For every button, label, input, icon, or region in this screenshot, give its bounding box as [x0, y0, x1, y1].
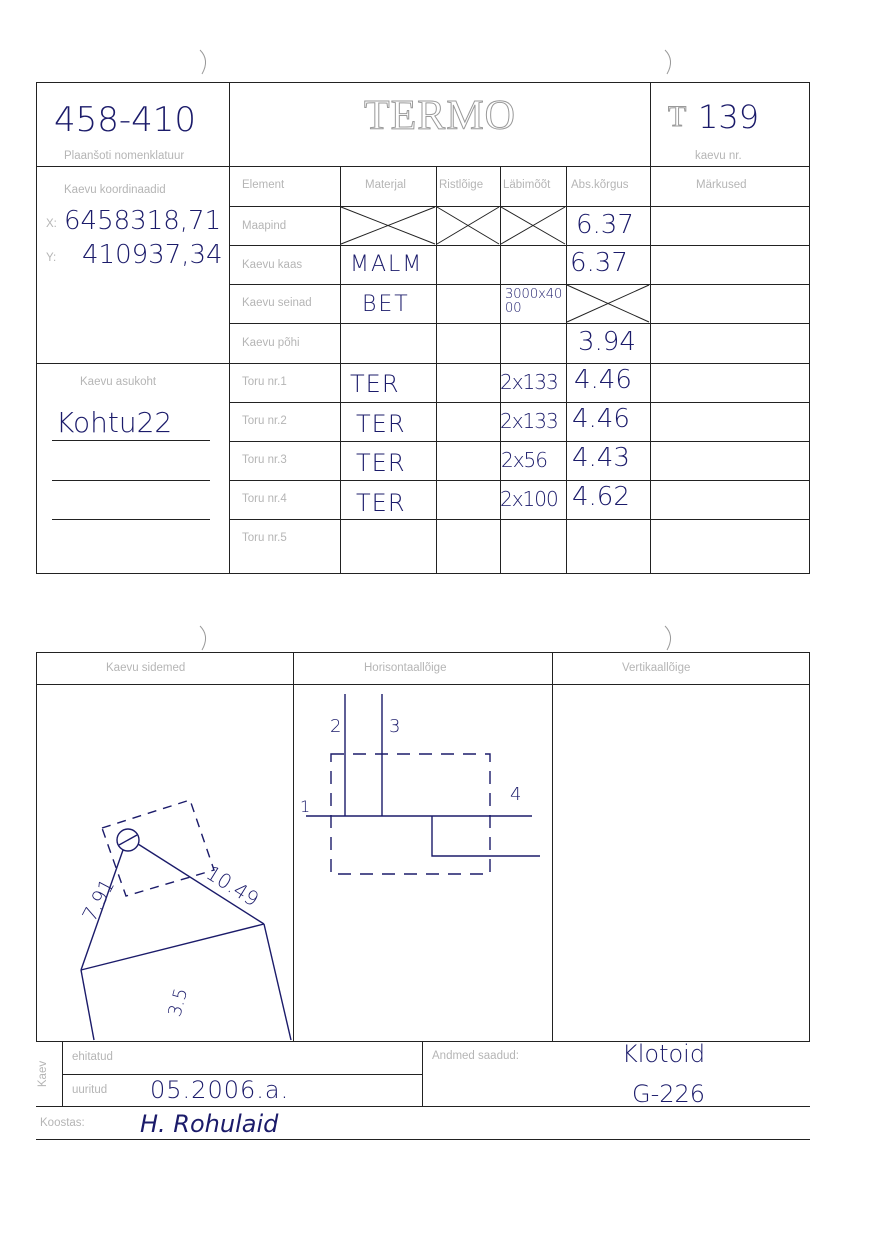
- row-height: 4.46: [572, 404, 630, 434]
- page-title: TERMO: [364, 93, 516, 139]
- row-element-label: Maapind: [242, 220, 287, 232]
- row-diameter: 3000x4000: [505, 287, 563, 316]
- row-element-label: Toru nr.1: [242, 376, 287, 388]
- well-number-label: kaevu nr.: [695, 150, 742, 162]
- coordinates-label: Kaevu koordinaadid: [64, 184, 166, 196]
- row-element-label: Toru nr.3: [242, 454, 287, 466]
- row-height: 4.62: [572, 482, 630, 512]
- row-element-label: Kaevu kaas: [242, 259, 303, 271]
- row-diameter: 2x133: [500, 409, 558, 433]
- vertical-section-label: Vertikaallõige: [622, 662, 691, 674]
- ties-label: Kaevu sidemed: [106, 662, 186, 674]
- row-material: TER: [356, 410, 406, 438]
- built-label: ehitatud: [72, 1051, 113, 1063]
- row-height: 4.46: [574, 365, 632, 395]
- well-prefix: T: [668, 100, 687, 133]
- horizontal-section-label: Horisontaallõige: [364, 662, 447, 674]
- row-element-label: Kaevu seinad: [242, 297, 312, 309]
- y-label: Y:: [46, 252, 57, 264]
- surveyed-label: uuritud: [72, 1084, 108, 1096]
- compiler-label: Koostas:: [40, 1117, 85, 1129]
- row-diameter: 2x100: [500, 487, 558, 511]
- well-number: 139: [698, 98, 760, 136]
- x-label: X:: [46, 218, 57, 230]
- tie-distance: 7.91: [77, 874, 120, 926]
- column-header: Element: [242, 179, 285, 191]
- nomenclature-label: Plaanšoti nomenklatuur: [64, 150, 185, 162]
- row-height: 4.43: [572, 443, 630, 473]
- row-element-label: Kaevu põhi: [242, 337, 300, 349]
- column-header: Märkused: [696, 179, 747, 191]
- nomenclature-value: 458-410: [54, 100, 197, 140]
- data-source-value: Klotoid: [622, 1040, 706, 1068]
- row-material: BET: [362, 292, 410, 317]
- row-material: MALM: [350, 252, 424, 277]
- row-material: TER: [356, 449, 406, 477]
- row-material: TER: [356, 489, 406, 517]
- row-height: 3.94: [578, 327, 636, 357]
- pipe-number: 4: [510, 784, 522, 805]
- footer-line: [36, 1139, 810, 1140]
- column-header: Abs.kõrgus: [571, 179, 629, 191]
- footer-line: [62, 1074, 422, 1075]
- column-header: Materjal: [365, 179, 406, 191]
- location-value: Kohtu22: [56, 406, 173, 439]
- location-label: Kaevu asukoht: [80, 376, 157, 388]
- pipe-number: 1: [300, 797, 311, 816]
- row-material: TER: [350, 370, 400, 398]
- column-header: Läbimõõt: [503, 179, 551, 191]
- row-element-label: Toru nr.2: [242, 415, 287, 427]
- footer-side-label: Kaev: [37, 1060, 50, 1088]
- y-coordinate-value: 410937,34: [82, 240, 223, 270]
- pipe-number: 2: [330, 716, 342, 737]
- row-element-label: Toru nr.5: [242, 532, 287, 544]
- data-source-label: Andmed saadud:: [432, 1050, 519, 1062]
- pipe-number: 3: [389, 716, 401, 737]
- tie-distance: 10.49: [201, 860, 264, 912]
- surveyed-value: 05.2006.a.: [150, 1076, 290, 1104]
- tie-distance: 3.5: [164, 985, 193, 1020]
- compiler-value: H. Rohulaid: [140, 1110, 279, 1138]
- column-header: Ristlõige: [439, 179, 484, 191]
- row-element-label: Toru nr.4: [242, 493, 287, 505]
- row-diameter: 2x133: [500, 370, 558, 394]
- footer-divider: [422, 1042, 423, 1106]
- data-source-value: G-226: [632, 1080, 706, 1108]
- x-coordinate-value: 6458318,71: [64, 206, 222, 236]
- row-diameter: 2x56: [501, 448, 548, 472]
- row-height: 6.37: [576, 210, 634, 240]
- row-height: 6.37: [570, 248, 628, 278]
